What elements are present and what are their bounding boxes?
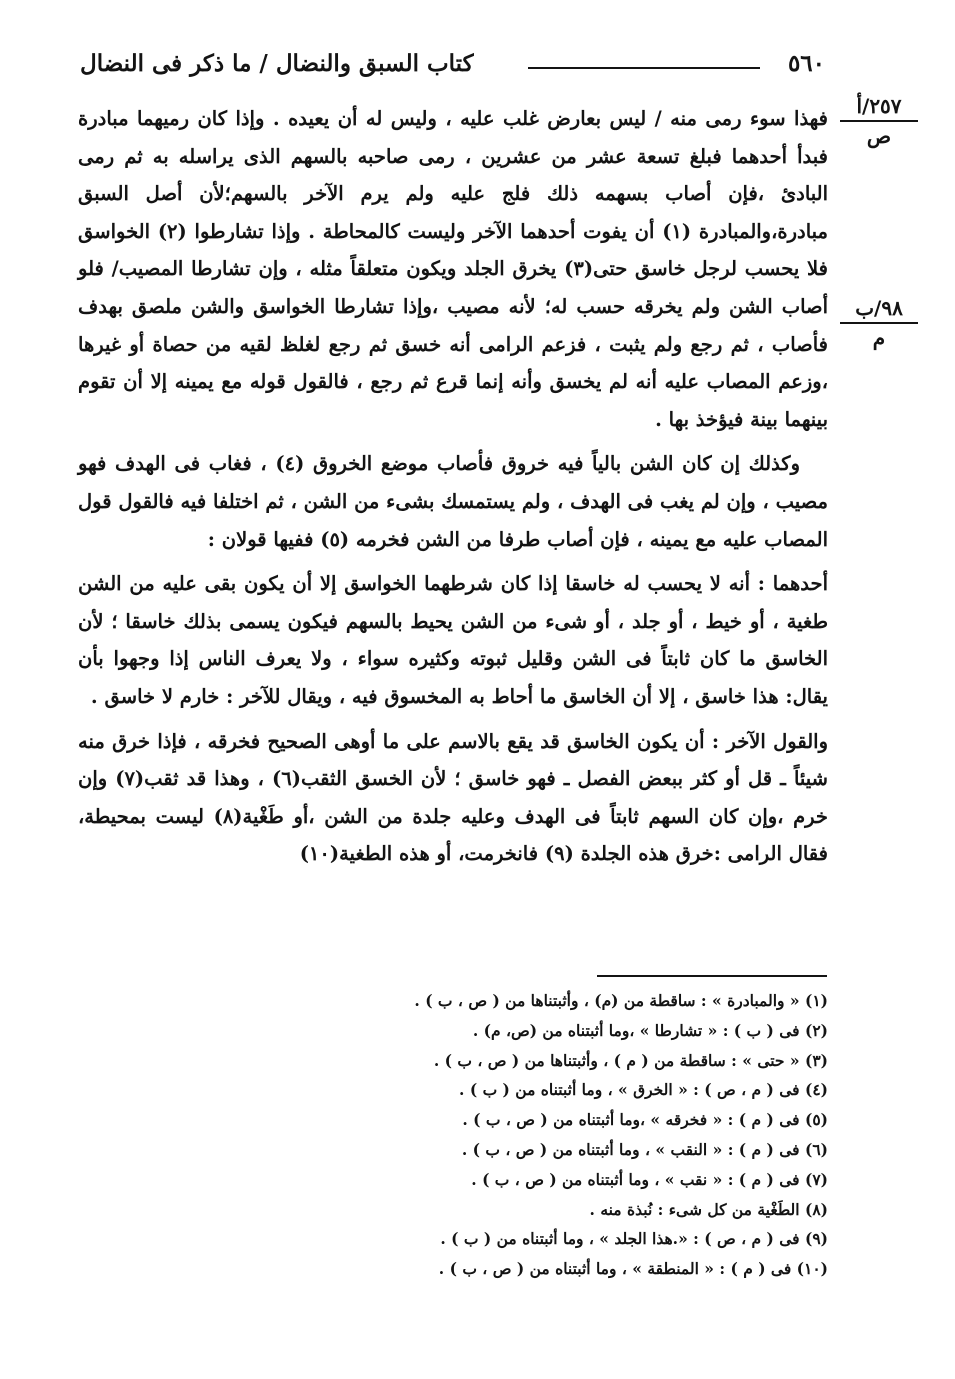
- header-title: كتاب السبق والنضال / ما ذكر فى النضال: [80, 50, 474, 77]
- paragraph-3-text: : أنه لا يحسب له خاسقا إذا كان شرطهما الخواسق إلا أن يكون بقى عليه من الشن طغية ، أو خيط ، أو جلد ، أو شىء من الشن يحيط بالسهم فيكون يسمى بذلك خاسقا ؛ لأن الخاسق ما كان ثابتاً فى الشن وقليل ثبوته وكثيره سواء ، ولا يعرف الناس إذا وجهوا بأن يقال: هذا خاسق ، إلا أن الخاسق ما أحاط به المخسوق فيه ، ويقال للآخر : خارم لا خاسق .: [78, 572, 828, 708]
- margin-note-folio-1-ref: ٢٥٧/أ: [840, 94, 918, 122]
- footnote-rule: [597, 975, 827, 977]
- paragraph-3: [78, 565, 828, 715]
- paragraph-1: [78, 100, 828, 438]
- margin-note-folio-2-ref: ٩٨/ب: [840, 296, 918, 324]
- footnotes: [200, 986, 828, 1284]
- footnote-10: (١٠) فى ( م ) : « المنطقة » ، وما أثبتناه من ( ص ، ب ) .: [438, 1259, 828, 1279]
- margin-note-folio-1: [840, 94, 918, 148]
- paragraph-2: [78, 445, 828, 558]
- footnote-3: (٣) « حتى » : ساقطة من ( م ) ، وأثبتناها من ( ص ، ب ) .: [433, 1050, 828, 1070]
- running-header: [80, 50, 825, 84]
- paragraph-1-text: فهذا سوء رمى منه / ليس بعارض غلب عليه ، وليس له أن يعيده . وإذا كان رميهما مبادرة فبدأ أحدهما فبلغ تسعة عشر من عشرين ، رمى صاحبه بالسهم الذى يراسله به ثم رمى البادئ ،فإن أصاب بسهمه ذلك فلج عليه ولم يرم الآخر بالسهم؛لأن أصل السبق مبادرة،والمبادرة (١) أن يفوت أحدهما الآخر وليست كالمحاطة . وإذا تشارطوا (٢) الخواسق فلا يحسب لرجل خاسق حتى(٣) يخرق الجلد ويكون متعلقاً مثله ، وإن تشارطا المصيب/ فلو أصاب الشن ولم يخرقه حسب له؛ لأنه مصيب ،وإذا تشارطا الخواسق والشن ملصق بهدف فأصاب ، ثم رجع ولم يثبت ، فزعم الرامى أنه خسق ثم رجع لغلظ لقيه من حصاة أو غيرها ،وزعم المصاب عليه أنه لم يخسق وأنه إنما قرع ثم رجع ، فالقول قوله مع يمينه إلا أن تقوم بينهما بينة فيؤخذ بها .: [78, 107, 828, 431]
- footnote-8: (٨) الطَغْية من كل شىء : نُبذة منه .: [589, 1199, 828, 1219]
- footnote-9: (٩) فى ( م ، ص ) : «.هذا الجلد » ، وما أثبتناه من ( ب ) .: [440, 1229, 828, 1249]
- main-text: [78, 100, 828, 873]
- paragraph-3-lead: أحدهما: [772, 572, 828, 596]
- margin-note-folio-2: [840, 296, 918, 350]
- paragraph-4: [78, 723, 828, 873]
- footnote-2: (٢) فى ( ب ) : « تشارطا » ،وما أثبتناه من (ص، م) .: [472, 1020, 828, 1040]
- paragraph-2-text: وكذلك إن كان الشن بالياً فيه خروق فأصاب موضع الخروق (٤) ، فغاب فى الهدف فهو مصيب ، وإن لم يغب فى الهدف ، ولم يستمسك بشىء من الشن ، ثم اختلفا فيه فالقول قول المصاب عليه مع يمينه ، فإن أصاب طرفا من الشن فخرمه (٥) ففيها قولان :: [78, 452, 828, 551]
- footnote-4: (٤) فى ( م ، ص ) : « الخرق » ، وما أثبتناه من ( ب ) .: [459, 1080, 828, 1100]
- footnote-7: (٧) فى ( م ) : « نقب » ، وما أثبتناه من ( ص ، ب ) .: [471, 1169, 828, 1189]
- footnote-6: (٦) فى ( م ) : « النقب » ، وما أثبتناه من ( ص ، ب ) .: [461, 1139, 828, 1159]
- margin-note-folio-2-ms: م: [872, 326, 886, 350]
- paragraph-4-text: : أن يكون الخاسق قد يقع بالاسم على ما أوهى الصحيح فخرقه ، فإذا خرق منه شيئاً ـ قل أو كثر ببعض الفصل ـ فهو خاسق ؛ لأن الخسق الثقب(٦) ، وهذا قد ثقب(٧) وإن خرم ،وإن كان السهم ثابتاً فى الهدف وعليه جلدة من الشن ،أو طَغْية(٨) ليست بمحيطة، فقال الرامى :خرق هذه الجلدة (٩) فانخرمت، أو هذه الطغية(١٠): [78, 729, 828, 866]
- margin-note-folio-1-ms: ص: [866, 124, 892, 148]
- paragraph-4-lead: والقول الآخر: [726, 729, 828, 753]
- footnote-5: (٥) فى ( م ) : « فخرقه » ،وما أثبتناه من ( ص ، ب ) .: [462, 1110, 828, 1130]
- page-number: ٥٦٠: [787, 50, 825, 77]
- footnote-1: (١) « والمبادرة » : ساقطة من (م) ، وأثبتناها من ( ص ، ب ) .: [414, 991, 828, 1010]
- header-rule: [528, 67, 760, 69]
